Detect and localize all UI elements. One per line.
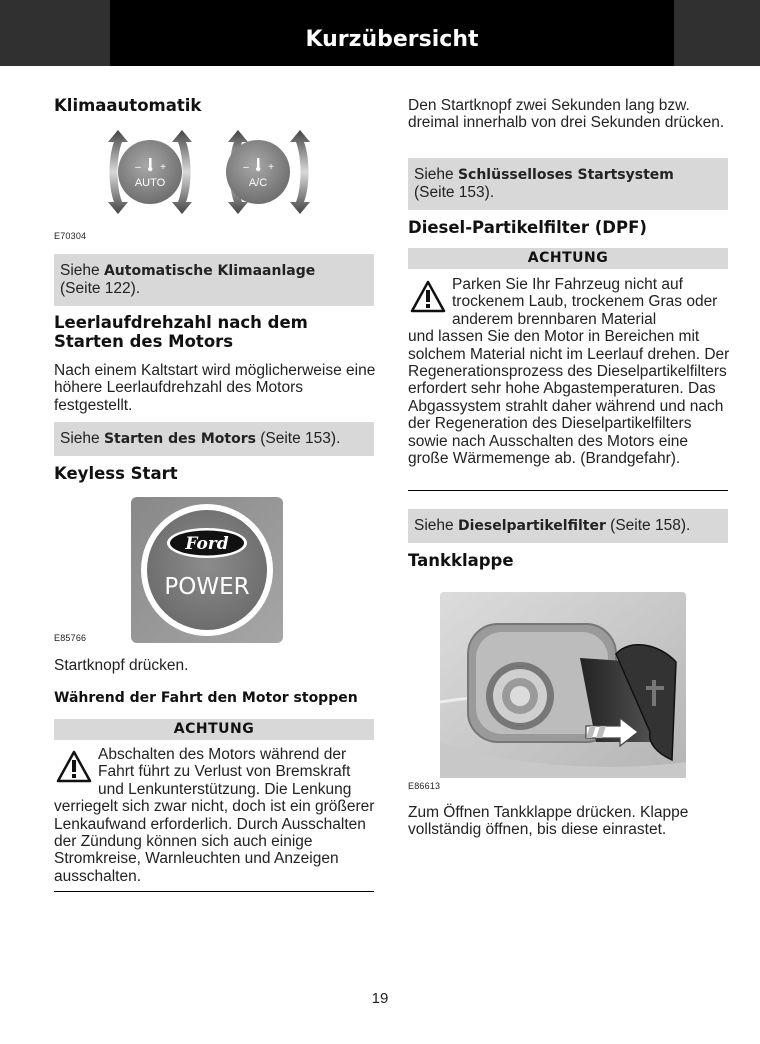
ref-prefix: Siehe <box>60 262 104 279</box>
see-reference-box <box>54 254 374 306</box>
paragraph: Startknopf drücken. <box>54 657 189 674</box>
heading-keyless-start: Keyless Start <box>54 464 178 483</box>
heading-leerlaufdrehzahl: Leerlaufdrehzahl nach dem Starten des Motors <box>54 313 308 351</box>
warning-text <box>54 746 376 885</box>
warning-title: ACHTUNG <box>54 719 374 740</box>
ref-prefix: Siehe <box>60 430 104 447</box>
ref-suffix: (Seite 158). <box>605 517 691 534</box>
ref-link[interactable]: Automatische Klimaanlage <box>103 263 316 279</box>
ref-link[interactable]: Dieselpartikelfilter <box>457 518 606 534</box>
divider <box>54 891 374 892</box>
heading-motor-stoppen: Während der Fahrt den Motor stoppen <box>54 690 358 706</box>
warning-text-rest: und lassen Sie den Motor in Bereichen mit solchem Material nicht im Leerlauf drehen. Der Regenerationsprozess des Dieselpartikelfilters erfordert sehr hohe Abgastemperaturen. Das Abgassystem strahlt daher während und nach der Regeneration des Dieselpartikelfilters sowie nach Ausschalten des Motors eine große Wärmemenge ab. (Brandgefahr). <box>408 328 730 468</box>
fuel-flap-illustration <box>440 592 686 778</box>
warning-text-indented: Abschalten des Motors während der Fahrt führt zu Verlust von Bremskraft und Lenkunterstützung. Die Lenkung <box>98 746 352 798</box>
climate-knobs-illustration <box>90 128 330 218</box>
ref-link[interactable]: Schlüsselloses Startsystem <box>457 167 674 183</box>
divider <box>408 490 728 491</box>
paragraph: Den Startknopf zwei Sekunden lang bzw. dreimal innerhalb von drei Sekunden drücken. <box>408 97 725 132</box>
ref-suffix: (Seite 153). <box>414 184 495 202</box>
heading-dpf: Diesel-Partikelfilter (DPF) <box>408 218 647 237</box>
see-reference-box <box>54 422 374 456</box>
power-button-illustration <box>131 497 283 643</box>
figure-caption: E85766 <box>54 633 87 643</box>
knob-plus: + <box>160 162 166 173</box>
header-right-block <box>674 0 760 66</box>
paragraph: Zum Öffnen Tankklappe drücken. Klappe vollständig öffnen, bis diese einrastet. <box>408 804 689 839</box>
warning-text-rest: verriegelt sich zwar nicht, doch ist ein größerer Lenkaufwand erforderlich. Durch Ausschalten der Zündung können sich auch einige Stromkreise, Warnleuchten und Anzeigen ausschalten. <box>54 798 375 885</box>
see-reference-box <box>408 509 728 543</box>
heading-klimaautomatik: Klimaautomatik <box>54 96 202 115</box>
heading-tankklappe: Tankklappe <box>408 551 514 570</box>
ref-suffix: (Seite 153). <box>255 430 341 447</box>
knob-minus: – <box>243 162 249 173</box>
ref-prefix: Siehe <box>414 166 458 183</box>
see-reference-box <box>408 158 728 210</box>
power-label: POWER <box>164 574 250 600</box>
knob-auto-label: AUTO <box>134 177 166 189</box>
header-left-block <box>0 0 110 66</box>
page-title: Kurzübersicht <box>110 0 674 66</box>
ref-suffix: (Seite 122). <box>60 280 141 298</box>
warning-title: ACHTUNG <box>408 248 728 269</box>
ford-logo-text: Ford <box>185 534 229 554</box>
ac-knob <box>226 140 290 204</box>
knob-minus: – <box>135 162 141 173</box>
auto-knob <box>118 140 182 204</box>
page-number: 19 <box>371 990 389 1007</box>
ref-link[interactable]: Starten des Motors <box>103 431 256 447</box>
figure-caption: E86613 <box>408 781 441 791</box>
warning-text-indented: Parken Sie Ihr Fahrzeug nicht auf trockenem Laub, trockenem Gras oder anderem brennbaren Material <box>452 276 718 328</box>
ref-prefix: Siehe <box>414 517 458 534</box>
figure-caption: E70304 <box>54 231 87 241</box>
knob-ac-label: A/C <box>248 177 268 189</box>
rotate-arrow-icon <box>290 130 310 214</box>
paragraph: Nach einem Kaltstart wird möglicherweise eine höhere Leerlaufdrehzahl des Motors festgestellt. <box>54 362 376 414</box>
ford-logo <box>167 528 247 558</box>
knob-plus: + <box>268 162 274 173</box>
warning-text <box>408 276 730 467</box>
